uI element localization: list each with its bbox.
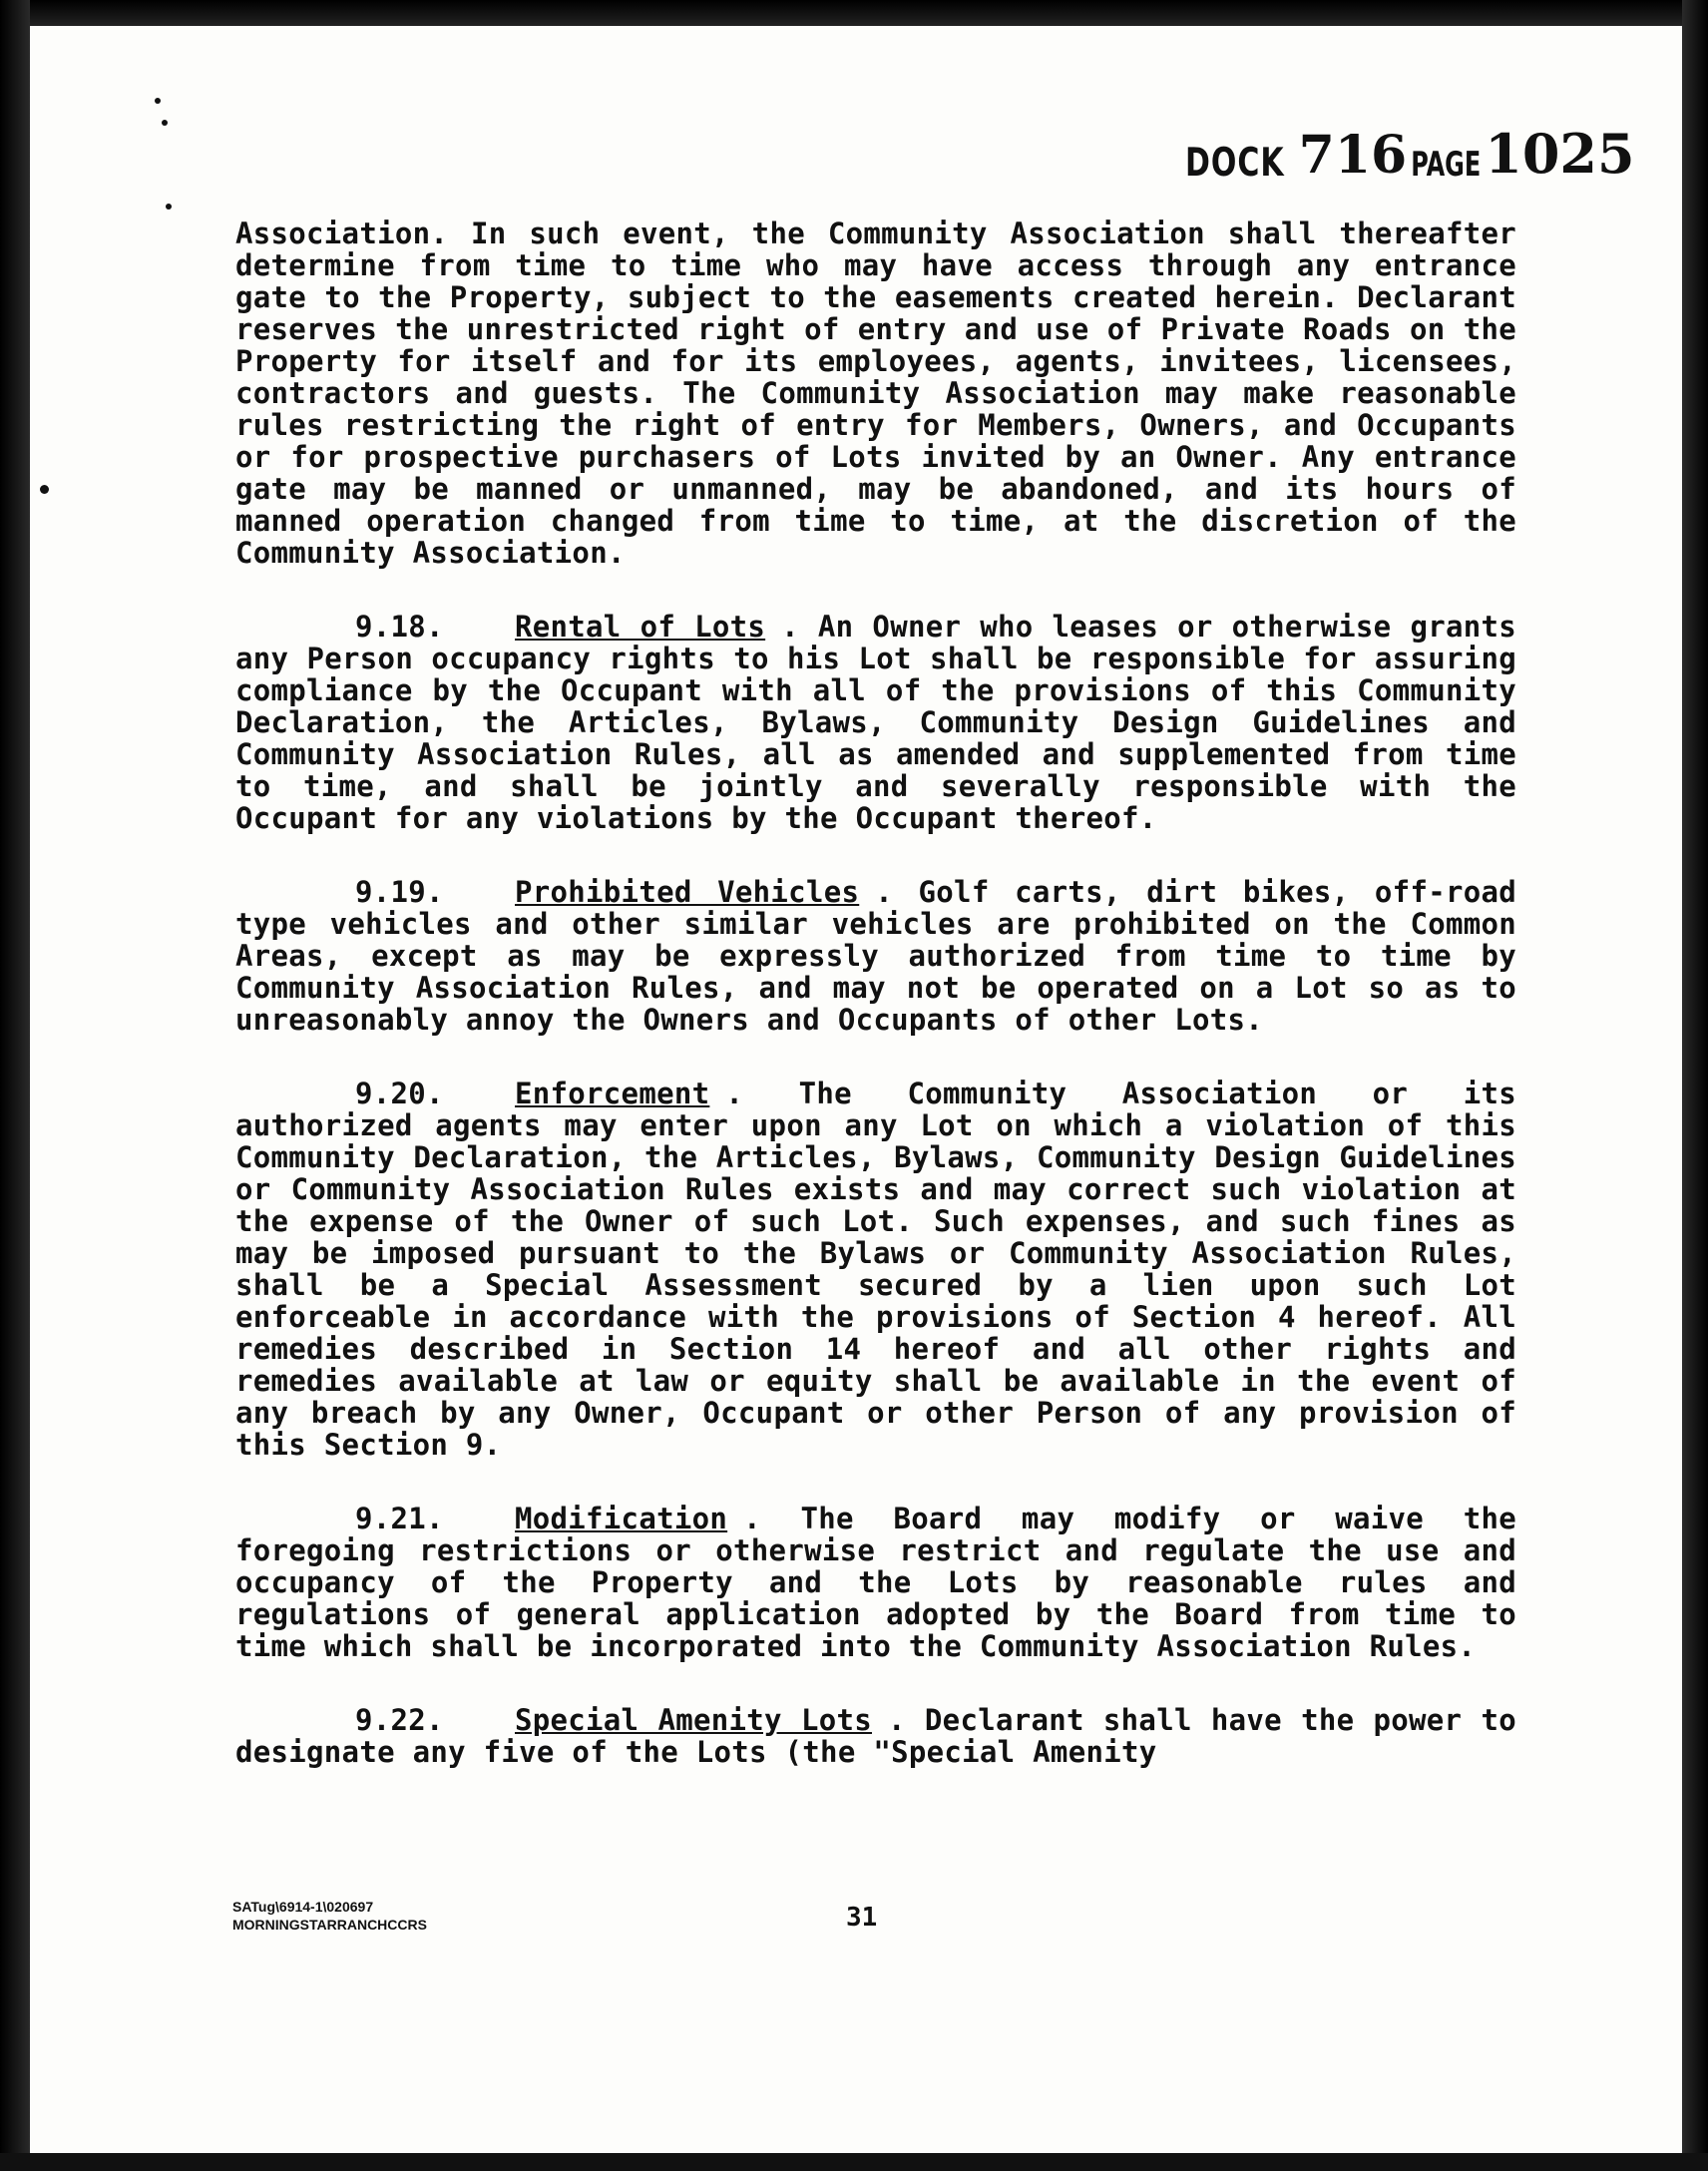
section-heading: Rental of Lots xyxy=(515,610,766,644)
scan-border xyxy=(0,0,30,2171)
section-heading: Modification xyxy=(515,1502,728,1535)
section-number: 9.21. xyxy=(355,1502,444,1535)
section-number: 9.22. xyxy=(355,1703,444,1737)
paragraph-text: . The Community Association or its authorized agents may enter upon any Lot on which a violation of this Community Declaration, the Articles, Bylaws, Community Design Guidelines or Community Association Rules exists and may correct such violation at the expense of the Owner of such Lot. Such expenses, and such fines as may be imposed pursuant to the Bylaws or Community Association Rules, shall be a Special Assessment secured by a lien upon such Lot enforceable in accordance with the provisions of Section 4 hereof. All remedies described in Section 14 hereof and all other rights and remedies available at law or equity shall be available in the event of any breach by any Owner, Occupant or other Person of any provision of this Section 9. xyxy=(235,1077,1516,1462)
page-label: PAGE xyxy=(1411,145,1482,185)
section-9-20 xyxy=(235,1078,1516,1461)
book-page-stamp xyxy=(1185,122,1635,187)
document-page xyxy=(28,22,1684,2157)
scan-border xyxy=(0,2153,1708,2171)
section-number: 9.18. xyxy=(355,610,444,644)
page-number: 31 xyxy=(846,1903,878,1933)
paragraph-continuation xyxy=(235,217,1516,569)
paragraph-text: . The Board may modify or waive the foregoing restrictions or otherwise restrict and regulate the use and occupancy of the Property and the Lots by reasonable rules and regulations of general application adopted by the Board from time to time which shall be incorporated into the Community Association Rules. xyxy=(235,1502,1516,1663)
document-code-line: MORNINGSTARRANCHCCRS xyxy=(232,1917,427,1933)
section-9-18 xyxy=(235,611,1516,834)
scan-speck xyxy=(166,204,172,210)
section-heading: Prohibited Vehicles xyxy=(515,875,860,909)
section-heading: Enforcement xyxy=(515,1077,710,1110)
document-body xyxy=(235,217,1516,1810)
scan-speck xyxy=(40,485,49,494)
scan-speck xyxy=(162,120,168,126)
paragraph-text: . An Owner who leases or otherwise grants any Person occupancy rights to his Lot shall be responsible for assuring compliance by the Occupant with all of the provisions of this Community Declaration, the Articles, Bylaws, Community Design Guidelines and Community Association Rules, all as amended and supplemented from time to time, and shall be jointly and severally responsible with the Occupant for any violations by the Occupant thereof. xyxy=(235,610,1517,835)
section-9-22 xyxy=(235,1704,1516,1768)
book-label: DOCK xyxy=(1185,140,1285,187)
paragraph-text: . Golf carts, dirt bikes, off-road type vehicles and other similar vehicles are prohibited on the Common Areas, except as may be expressly authorized from time to time by Community Association Rules, and may not be operated on a Lot so as to unreasonably annoy the Owners and Occupants of other Lots. xyxy=(235,875,1517,1037)
stamp-page-number: 1025 xyxy=(1485,122,1635,186)
scan-border xyxy=(0,0,1708,26)
document-code xyxy=(232,1898,427,1934)
section-heading: Special Amenity Lots xyxy=(515,1703,872,1737)
paragraph-text: Association. In such event, the Community Association shall thereafter determine from time to time who may have access through any entrance gate to the Property, subject to the easements created herein. Declarant reserves the unrestricted right of entry and use of Private Roads on the Property for itself and for its employees, agents, invitees, licensees, contractors and guests. The Community Association may make reasonable rules restricting the right of entry for Members, Owners, and Occupants or for prospective purchasers of Lots invited by an Owner. Any entrance gate may be manned or unmanned, may be abandoned, and its hours of manned operation changed from time to time, at the discretion of the Community Association. xyxy=(235,217,1516,570)
section-number: 9.20. xyxy=(355,1077,444,1110)
book-number: 716 xyxy=(1298,125,1408,186)
document-code-line: SATug\6914-1\020697 xyxy=(232,1899,374,1915)
section-9-19 xyxy=(235,876,1516,1036)
section-number: 9.19. xyxy=(355,875,444,909)
scan-border xyxy=(1682,0,1708,2171)
paragraph-text: . Declarant shall have the power to designate any five of the Lots (the "Special Amenity xyxy=(235,1703,1516,1769)
section-9-21 xyxy=(235,1503,1516,1662)
scan-speck xyxy=(155,98,161,104)
